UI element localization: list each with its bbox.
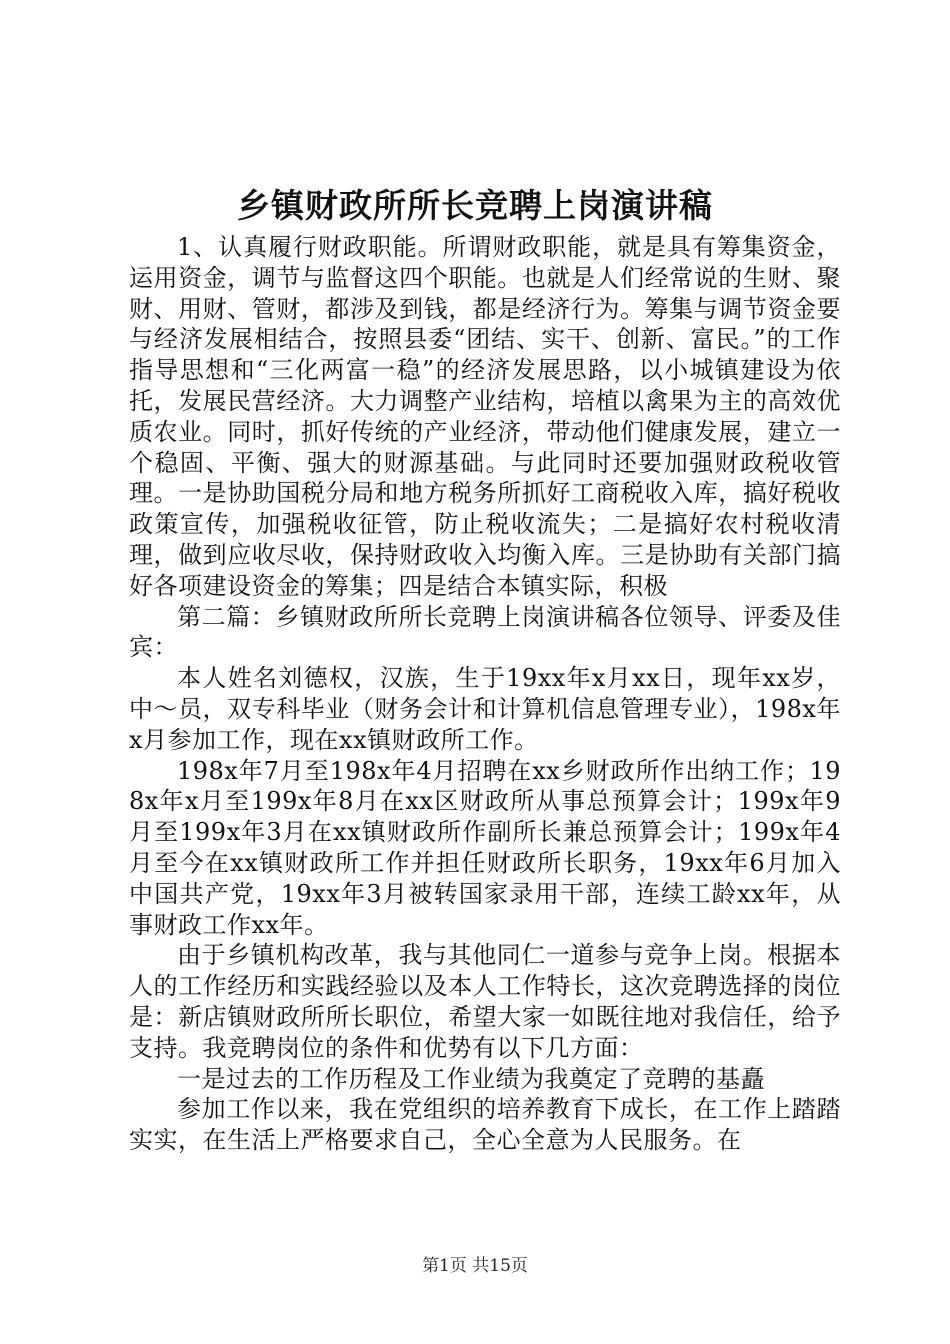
page-number-footer: 第1页 共15页 bbox=[422, 1256, 528, 1276]
document-body bbox=[129, 232, 841, 1156]
paragraph-4: 198x年7月至198x年4月招聘在xx乡财政所作出纳工作；198x年x月至199x年8月在xx区财政所从事总预算会计；199x年9月至199x年3月在xx镇财政所作副所长兼总预算会计；199x年4月至今在xx镇财政所工作并担任财政所长职务，19xx年6月加入中国共产党，19xx年3月被转国家录用干部，连续工龄xx年，从事财政工作xx年。 bbox=[129, 756, 841, 939]
paragraph-3: 本人姓名刘德权，汉族，生于19xx年x月xx日，现年xx岁，中～员，双专科毕业（财务会计和计算机信息管理专业），198x年x月参加工作，现在xx镇财政所工作。 bbox=[129, 664, 841, 754]
paragraph-7: 参加工作以来，我在党组织的培养教育下成长，在工作上踏踏实实，在生活上严格要求自己，全心全意为人民服务。在 bbox=[129, 1095, 841, 1155]
document-title: 乡镇财政所所长竞聘上岗演讲稿 bbox=[237, 186, 713, 225]
paragraph-1: 1、认真履行财政职能。所谓财政职能，就是具有筹集资金，运用资金，调节与监督这四个职能。也就是人们经常说的生财、聚财、用财、管财，都涉及到钱，都是经济行为。筹集与调节资金要与经济发展相结合，按照县委“团结、实干、创新、富民。”的工作指导思想和“三化两富一稳”的经济发展思路，以小城镇建设为依托，发展民营经济。大力调整产业结构，培植以禽果为主的高效优质农业。同时，抓好传统的产业经济，带动他们健康发展，建立一个稳固、平衡、强大的财源基础。与此同时还要加强财政税收管理。一是协助国税分局和地方税务所抓好工商税收入库，搞好税收政策宣传，加强税收征管，防止税收流失；二是搞好农村税收清理，做到应收尽收，保持财政收入均衡入库。三是协助有关部门搞好各项建设资金的筹集；四是结合本镇实际，积极 bbox=[129, 233, 841, 600]
paragraph-2: 第二篇：乡镇财政所所长竞聘上岗演讲稿各位领导、评委及佳宾： bbox=[129, 602, 841, 662]
paragraph-6: 一是过去的工作历程及工作业绩为我奠定了竞聘的基矗 bbox=[177, 1064, 765, 1093]
paragraph-5: 由于乡镇机构改革，我与其他同仁一道参与竞争上岗。根据本人的工作经历和实践经验以及本人工作特长，这次竞聘选择的岗位是：新店镇财政所所长职位，希望大家一如既往地对我信任，给予支持。我竞聘岗位的条件和优势有以下几方面： bbox=[129, 941, 841, 1062]
